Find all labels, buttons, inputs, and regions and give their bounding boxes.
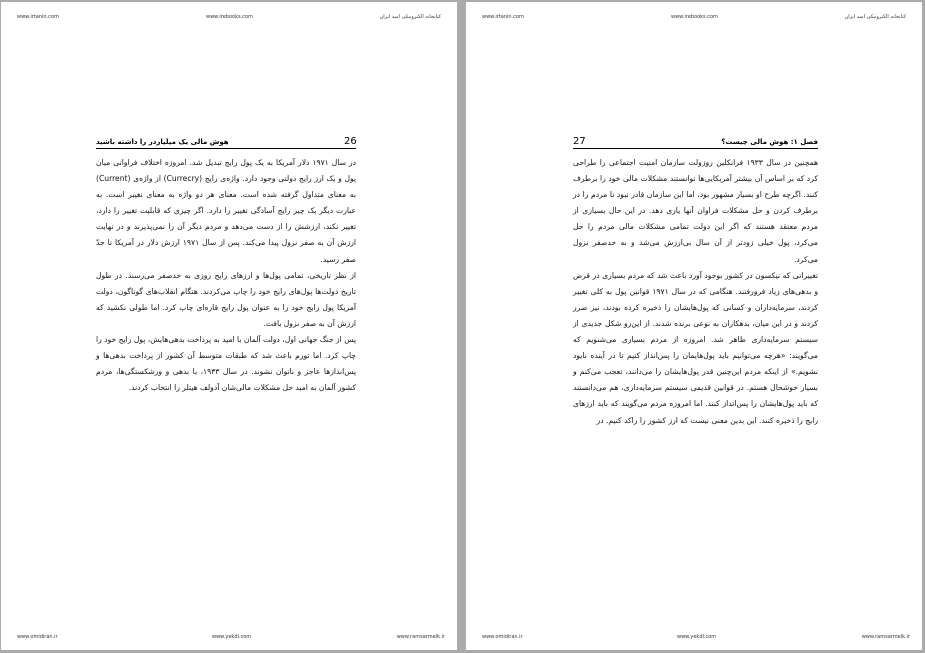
right-page [466, 2, 922, 650]
body-text [96, 155, 356, 396]
footer-center-link: www.yekdl.com [212, 634, 252, 640]
header-right-text: کتابخانه الکترونیکی امید ایران [844, 14, 906, 20]
paragraph: در سال ۱۹۷۱ دلار آمریکا به یک پول رایج تبدیل شد. امروزه اختلاف فراوانی میان پول و یک ارز رایج دولتی وجود دارد. واژه‌ی رایج (Currecry) از واژه‌ی (Current) به معنای متداول گرفته شده است. معنای هر دو واژه به معنای تغییر است. به عبارت دیگر یک چیز رایج آسادگی تغییر را دارد. اگر چیزی که قابلیت تغییر را دارد، تغییر نکند، ارزشش را از دست می‌دهد و مردم دیگر آن را نمی‌پذیرند و در نهایت ارزش آن به صفر نزول پیدا می‌کند. پس از سال ۱۹۷۱ ارزش دلار در آمریکا تا حدّ صفر رسید. [96, 158, 357, 264]
running-title: فصل ۱: هوش مالی چیست؟ [721, 138, 818, 146]
header-left-link: www.irtanin.com [17, 14, 59, 20]
page-number: 27 [573, 136, 586, 147]
header-center-link: www.irebooks.com [206, 14, 253, 20]
left-page [1, 2, 457, 650]
header-left-link: www.irtanin.com [482, 14, 524, 20]
running-header [96, 136, 356, 149]
running-header [573, 136, 818, 149]
page-number: 26 [344, 136, 357, 147]
footer-center-link: www.yekdl.com [677, 634, 717, 640]
header-right-text: کتابخانه الکترونیکی امید ایران [379, 14, 441, 20]
paragraph: همچنین در سال ۱۹۳۳ فرانکلین روزولت سازمان امنیت اجتماعی را طراحی کرد که بر اساس آن بیشتر آمریکایی‌ها توانستند مشکلات مالی خود را برطرف کنند. اگرچه طرح او بسیار مشهور بود، اما این سازمان قادر نبود تا مردم را در برطرف کردن و حل مشکلات فراوان آنها یاری دهد. در این حال بسیاری از مردم معتقد هستند که اگر این دولت تمامی مشکلات مالی مردم را حل می‌کرد، پول خیلی زودتر از آن سال بی‌ارزش می‌شد و به حدصفر نزول می‌کرد. [573, 158, 818, 264]
paragraph: تغییراتی که نیکسون در کشور بوجود آورد باعث شد که مردم بسیاری در قرض و بدهی‌های زیاد فرورفتند. هنگامی که در سال ۱۹۷۱ قوانین پول به کلی تغییر کردند، سرمایه‌داران و کسانی که پول‌هایشان را ذخیره کرده بودند، نیز ضرر کردند و در این میان، بدهکاران به نوعی برنده شدند. از این‌رو شکل جدیدی از سیستم سرمایه‌داری ظاهر شد. امروزه از مردم بسیاری می‌شنویم که می‌گویند: «هرچه می‌توانیم باید پول‌هایمان را پس‌انداز کنیم تا در آینده نابود نشویم.» از اینکه مردم این‌چنین قدر پول‌هایشان را می‌دانند، تعجب می‌کنم و بسیار خوشحال هستم. در قوانین قدیمی سیستم سرمایه‌داری، هم می‌دانستند که باید پول‌هایشان را پس‌انداز کنند. اما امروزه مردم می‌گویند که باید ارزهای رایج را ذخیره کنند. این بدین معنی نیست که ارز کشور را راکد کنیم. در [573, 270, 818, 425]
footer-left-link: www.omidiran.ir [17, 634, 58, 640]
running-title: هوش مالی یک میلیاردر را داشته باشید [96, 138, 229, 146]
footer-right-link: www.ramsarmelk.ir [396, 634, 445, 640]
paragraph: پس از جنگ جهانی اول، دولت آلمان با امید به پرداخت بدهی‌هایش، پول رایج خود را چاپ کرد. اما تورم باعث شد که طبقات متوسط آن کشور از پرداخت بدهی‌ها و پس‌اندازها عاجز و ناتوان نشوند. در سال ۱۹۳۳، با بدهی و ورشکستگی‌ها، مردم کشور آلمان به امید حل مشکلات مالی‌شان آدولف هیتلر را انتخاب کردند. [96, 335, 357, 393]
footer-left-link: www.omidiran.ir [482, 634, 523, 640]
footer-right-link: www.ramsarmelk.ir [861, 634, 910, 640]
paragraph: از نظر تاریخی، تمامی پول‌ها و ارزهای رایج روزی به حدصفر می‌رسند. در طول تاریخ دولت‌ها پول‌های رایج خود را چاپ می‌کردند. هنگام انقلاب‌های گوناگون، دولت آمریکا پول رایج خود را به عنوان پول رایج قاره‌ای چاپ کرد. اما طولی نکشید که ارزش آن به صفر نزول یافت. [96, 270, 356, 328]
header-center-link: www.irebooks.com [671, 14, 718, 20]
body-text [573, 155, 818, 429]
